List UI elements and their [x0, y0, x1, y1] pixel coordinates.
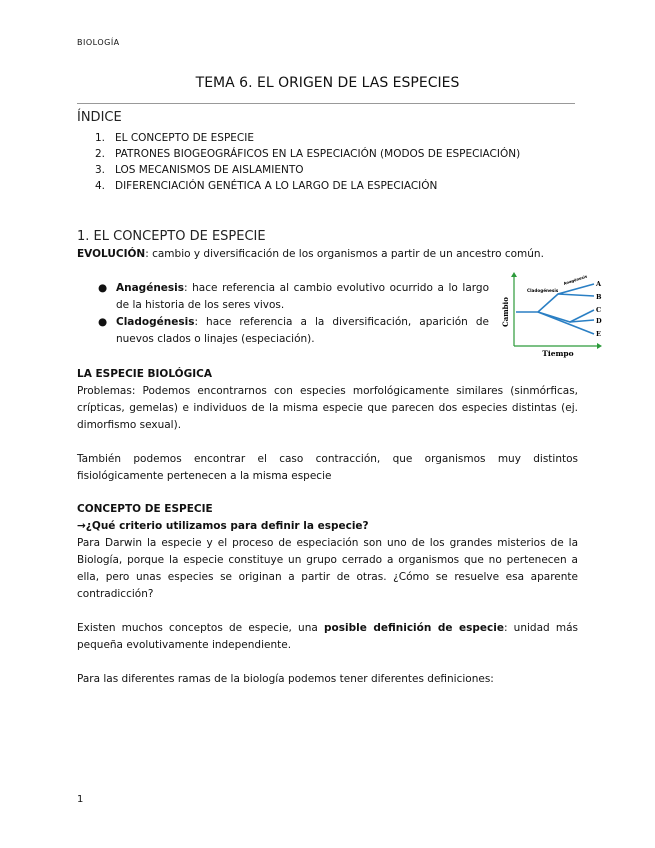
diagram-y-label: Cambio	[501, 297, 510, 327]
evolution-diagram	[494, 272, 606, 358]
diagram-x-arrow	[597, 343, 602, 349]
diagram-branch-label: E	[596, 330, 601, 338]
evolution-types-list	[77, 280, 489, 348]
bullet-term: Anagénesis	[116, 282, 185, 294]
bullet-text: : hace referencia a la diversificación, aparición de nuevos clados o linajes (especiación).	[116, 316, 489, 345]
diagram-ana-label: Anagénesis	[562, 273, 588, 286]
bullet-item-anagenesis	[77, 280, 489, 314]
concepto-especie-p3: Para las diferentes ramas de la biología podemos tener diferentes definiciones:	[77, 673, 494, 685]
header-subject-label: BIOLOGÍA	[77, 38, 120, 47]
especie-biologica-p1: Problemas: Podemos encontrarnos con especies morfológicamente similares (sinmórficas, crípticas, gemelas) e individuos de la misma especie que parecen dos especies distintas (ej. dimorfismo sexual).	[77, 385, 578, 431]
section-heading-concepto: 1. EL CONCEPTO DE ESPECIE	[77, 229, 266, 244]
especie-biologica-heading-text: LA ESPECIE BIOLÓGICA	[77, 368, 212, 380]
concepto-especie-p2	[77, 620, 578, 654]
index-item-text: EL CONCEPTO DE ESPECIE	[115, 132, 254, 144]
evolucion-definition	[77, 246, 578, 263]
index-item-number: 3.	[95, 164, 106, 176]
especie-biologica-heading	[77, 366, 578, 383]
index-item	[77, 162, 578, 178]
diagram-x-label: Tiempo	[542, 349, 574, 358]
evolucion-text: : cambio y diversificación de los organismos a partir de un ancestro común.	[145, 248, 544, 260]
index-item-text: PATRONES BIOGEOGRÁFICOS EN LA ESPECIACIÓN (MODOS DE ESPECIACIÓN)	[115, 148, 521, 160]
diagram-branch-label: D	[596, 317, 602, 325]
diagram-y-arrow	[511, 272, 517, 277]
bullet-dot-icon: ●	[98, 316, 108, 328]
index-item	[77, 130, 578, 146]
index-item-number: 4.	[95, 180, 106, 192]
index-item-number: 2.	[95, 148, 106, 160]
p2-bold-term: posible definición de especie	[324, 622, 504, 634]
concepto-especie-heading	[77, 501, 578, 518]
especie-biologica-p2: También podemos encontrar el caso contracción, que organismos muy distintos fisiológicamente pertenecen a la misma especie	[77, 453, 578, 482]
concepto-especie-question-text: →¿Qué criterio utilizamos para definir la especie?	[77, 520, 369, 532]
p2-text-before: Existen muchos conceptos de especie, una	[77, 622, 324, 634]
index-item	[77, 178, 578, 194]
diagram-clado-label: Cladogénesis	[527, 288, 559, 293]
index-item-text: DIFERENCIACIÓN GENÉTICA A LO LARGO DE LA ESPECIACIÓN	[115, 180, 438, 192]
concepto-especie-question	[77, 518, 578, 535]
bullet-item-cladogenesis	[77, 314, 489, 348]
evolucion-term: EVOLUCIÓN	[77, 248, 146, 260]
diagram-branch-label: A	[596, 280, 602, 288]
index-heading: ÍNDICE	[77, 110, 122, 125]
diagram-branch-label: B	[596, 293, 602, 301]
index-item	[77, 146, 578, 162]
page-number: 1	[77, 794, 84, 805]
title-divider	[77, 103, 575, 104]
diagram-branch-label: C	[596, 306, 602, 314]
p2-text-after: : unidad más pequeña evolutivamente independiente.	[77, 622, 578, 651]
bullet-term: Cladogénesis	[116, 316, 195, 328]
diagram-branch-b	[558, 294, 594, 296]
index-item-number: 1.	[95, 132, 106, 144]
page-title: TEMA 6. EL ORIGEN DE LAS ESPECIES	[195, 75, 460, 91]
index-list	[77, 130, 578, 194]
bullet-text: : hace referencia al cambio evolutivo ocurrido a lo largo de la historia de los seres vivos.	[116, 282, 489, 311]
index-item-text: LOS MECANISMOS DE AISLAMIENTO	[115, 164, 304, 176]
concepto-especie-p1: Para Darwin la especie y el proceso de especiación son uno de los grandes misterios de la Biología, porque la especie constituye un grupo cerrado a organismos que no pertenecen a ella, pero unas especies se originan a partir de otras. ¿Cómo se resuelve esa aparente contradicción?	[77, 537, 578, 600]
bullet-dot-icon: ●	[98, 282, 108, 294]
concepto-especie-heading-text: CONCEPTO DE ESPECIE	[77, 503, 213, 515]
diagram-branch-e	[538, 312, 594, 334]
